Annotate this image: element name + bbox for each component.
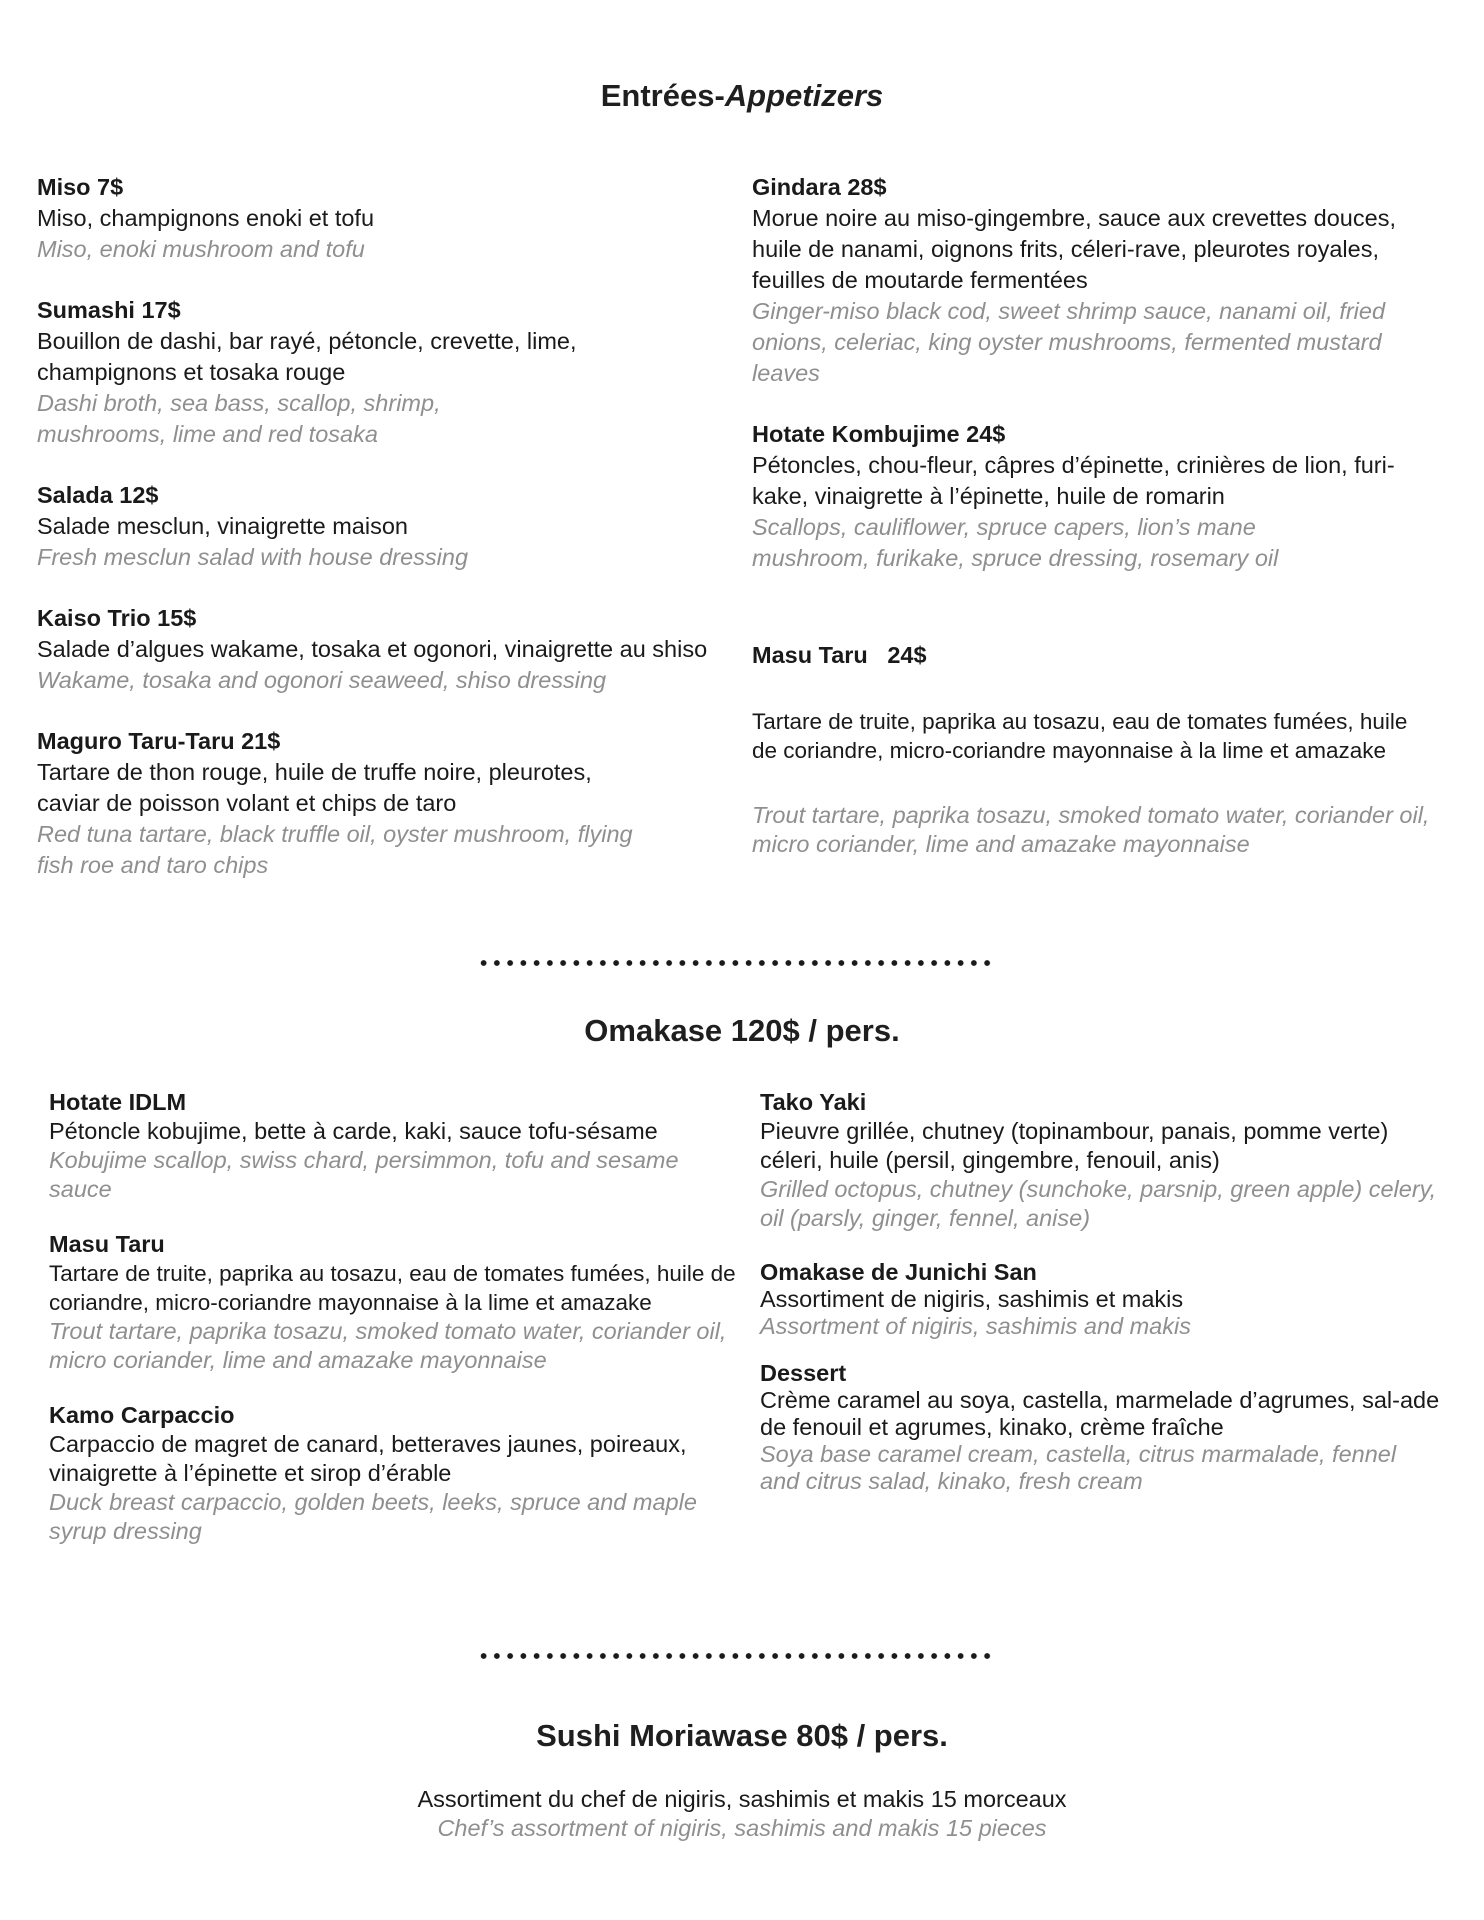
item-name: Hotate Kombujime 24$	[752, 421, 1006, 447]
item-description-fr: Morue noire au miso-gingembre, sauce aux crevettes douces, huile de nanami, oignons frits, céleri-rave, pleurotes royales, feuilles de moutarde fermentées	[752, 205, 1396, 293]
item-name: Dessert	[760, 1360, 847, 1386]
menu-item	[760, 1259, 1440, 1340]
item-name: Omakase de Junichi San	[760, 1259, 1037, 1285]
sushi-title: Sushi Moriawase 80$ / pers.	[536, 1718, 948, 1753]
item-description-fr: Tartare de truite, paprika au tosazu, eau de tomates fumées, huile de coriandre, micro-coriandre mayonnaise à la lime et amazake	[752, 709, 1408, 763]
item-description-fr: Tartare de thon rouge, huile de truffe noire, pleurotes, caviar de poisson volant et chips de taro	[37, 759, 592, 816]
item-description-en: Wakame, tosaka and ogonori seaweed, shiso dressing	[37, 667, 607, 693]
menu-item	[760, 1360, 1440, 1495]
menu-item	[760, 1088, 1440, 1233]
item-description-fr: Salade mesclun, vinaigrette maison	[37, 513, 408, 539]
sushi-description-en: Chef’s assortment of nigiris, sashimis and makis 15 pieces	[437, 1815, 1047, 1841]
omakase-right-column	[760, 1088, 1440, 1521]
dotted-divider	[477, 1651, 997, 1661]
item-name: Sumashi 17$	[37, 297, 181, 323]
item-name: Tako Yaki	[760, 1089, 867, 1115]
item-description-fr: Salade d’algues wakame, tosaka et ogonori, vinaigrette au shiso	[37, 636, 708, 662]
menu-item	[37, 480, 737, 573]
sushi-description-fr: Assortiment du chef de nigiris, sashimis et makis 15 morceaux	[417, 1786, 1067, 1812]
appetizers-right-column	[752, 172, 1432, 925]
item-description-en: Dashi broth, sea bass, scallop, shrimp, mushrooms, lime and red tosaka	[37, 390, 441, 447]
menu-item	[752, 172, 1432, 389]
menu-item	[37, 295, 737, 450]
menu-item	[49, 1088, 739, 1204]
item-name: Miso 7$	[37, 174, 124, 200]
item-name: Masu Taru	[49, 1231, 165, 1257]
item-description-en: Ginger-miso black cod, sweet shrimp sauce, nanami oil, fried onions, celeriac, king oyster mushrooms, fermented mustard leaves	[752, 298, 1386, 386]
item-name: Kaiso Trio 15$	[37, 605, 197, 631]
item-description-fr: Assortiment de nigiris, sashimis et makis	[760, 1286, 1184, 1312]
menu-item	[49, 1230, 739, 1375]
item-name: Gindara 28$	[752, 174, 887, 200]
item-description-fr: Crème caramel au soya, castella, marmelade d’agrumes, sal-ade de fenouil et agrumes, kinako, crème fraîche	[760, 1387, 1440, 1440]
item-description-en: Miso, enoki mushroom and tofu	[37, 236, 365, 262]
item-description-en: Grilled octopus, chutney (sunchoke, parsnip, green apple) celery, oil (parsly, ginger, fennel, anise)	[760, 1176, 1437, 1231]
item-description-fr: Pieuvre grillée, chutney (topinambour, panais, pomme verte) céleri, huile (persil, gingembre, fenouil, anis)	[760, 1118, 1389, 1173]
menu-item	[752, 419, 1432, 574]
omakase-title: Omakase 120$ / pers.	[584, 1013, 900, 1048]
item-description-en: Scallops, cauliflower, spruce capers, lion’s mane mushroom, furikake, spruce dressing, rosemary oil	[752, 514, 1279, 571]
item-description-fr: Pétoncle kobujime, bette à carde, kaki, sauce tofu-sésame	[49, 1118, 658, 1144]
menu-item	[37, 726, 737, 881]
appetizers-title-en: Appetizers	[724, 78, 884, 113]
menu-item	[37, 172, 737, 265]
item-description-fr: Bouillon de dashi, bar rayé, pétoncle, crevette, lime, champignons et tosaka rouge	[37, 328, 577, 385]
item-description-fr: Miso, champignons enoki et tofu	[37, 205, 375, 231]
item-name: Kamo Carpaccio	[49, 1402, 235, 1428]
item-name: Masu Taru 24$	[752, 642, 927, 668]
item-description-fr: Carpaccio de magret de canard, betteraves jaunes, poireaux, vinaigrette à l’épinette et sirop d’érable	[49, 1431, 687, 1486]
appetizers-title	[0, 78, 1484, 114]
item-name: Salada 12$	[37, 482, 159, 508]
item-description-fr: Pétoncles, chou-fleur, câpres d’épinette, crinières de lion, furi-kake, vinaigrette à l’épinette, huile de romarin	[752, 452, 1395, 509]
item-description-en: Red tuna tartare, black truffle oil, oyster mushroom, flying fish roe and taro chips	[37, 821, 633, 878]
item-description-en: Soya base caramel cream, castella, citrus marmalade, fennel and citrus salad, kinako, fresh cream	[760, 1441, 1397, 1494]
menu-item	[49, 1401, 739, 1546]
item-description-en: Duck breast carpaccio, golden beets, leeks, spruce and maple syrup dressing	[49, 1489, 697, 1544]
item-description-fr: Tartare de truite, paprika au tosazu, eau de tomates fumées, huile de coriandre, micro-coriandre mayonnaise à la lime et amazake	[49, 1261, 736, 1315]
menu-item	[37, 603, 737, 696]
sushi-description	[0, 1785, 1484, 1843]
item-description-en: Trout tartare, paprika tosazu, smoked tomato water, coriander oil, micro coriander, lime and amazake mayonnaise	[49, 1318, 727, 1373]
item-description-en: Kobujime scallop, swiss chard, persimmon, tofu and sesame sauce	[49, 1147, 679, 1202]
item-description-en: Assortment of nigiris, sashimis and makis	[760, 1313, 1191, 1339]
dotted-divider	[477, 958, 997, 968]
appetizers-left-column	[37, 172, 737, 911]
item-name: Maguro Taru-Taru 21$	[37, 728, 281, 754]
omakase-left-column	[49, 1088, 739, 1572]
menu-item	[752, 604, 1432, 895]
appetizers-title-fr: Entrées-	[600, 78, 725, 113]
item-description-en: Trout tartare, paprika tosazu, smoked tomato water, coriander oil, micro coriander, lime and amazake mayonnaise	[752, 802, 1430, 857]
item-name: Hotate IDLM	[49, 1089, 187, 1115]
item-description-en: Fresh mesclun salad with house dressing	[37, 544, 469, 570]
